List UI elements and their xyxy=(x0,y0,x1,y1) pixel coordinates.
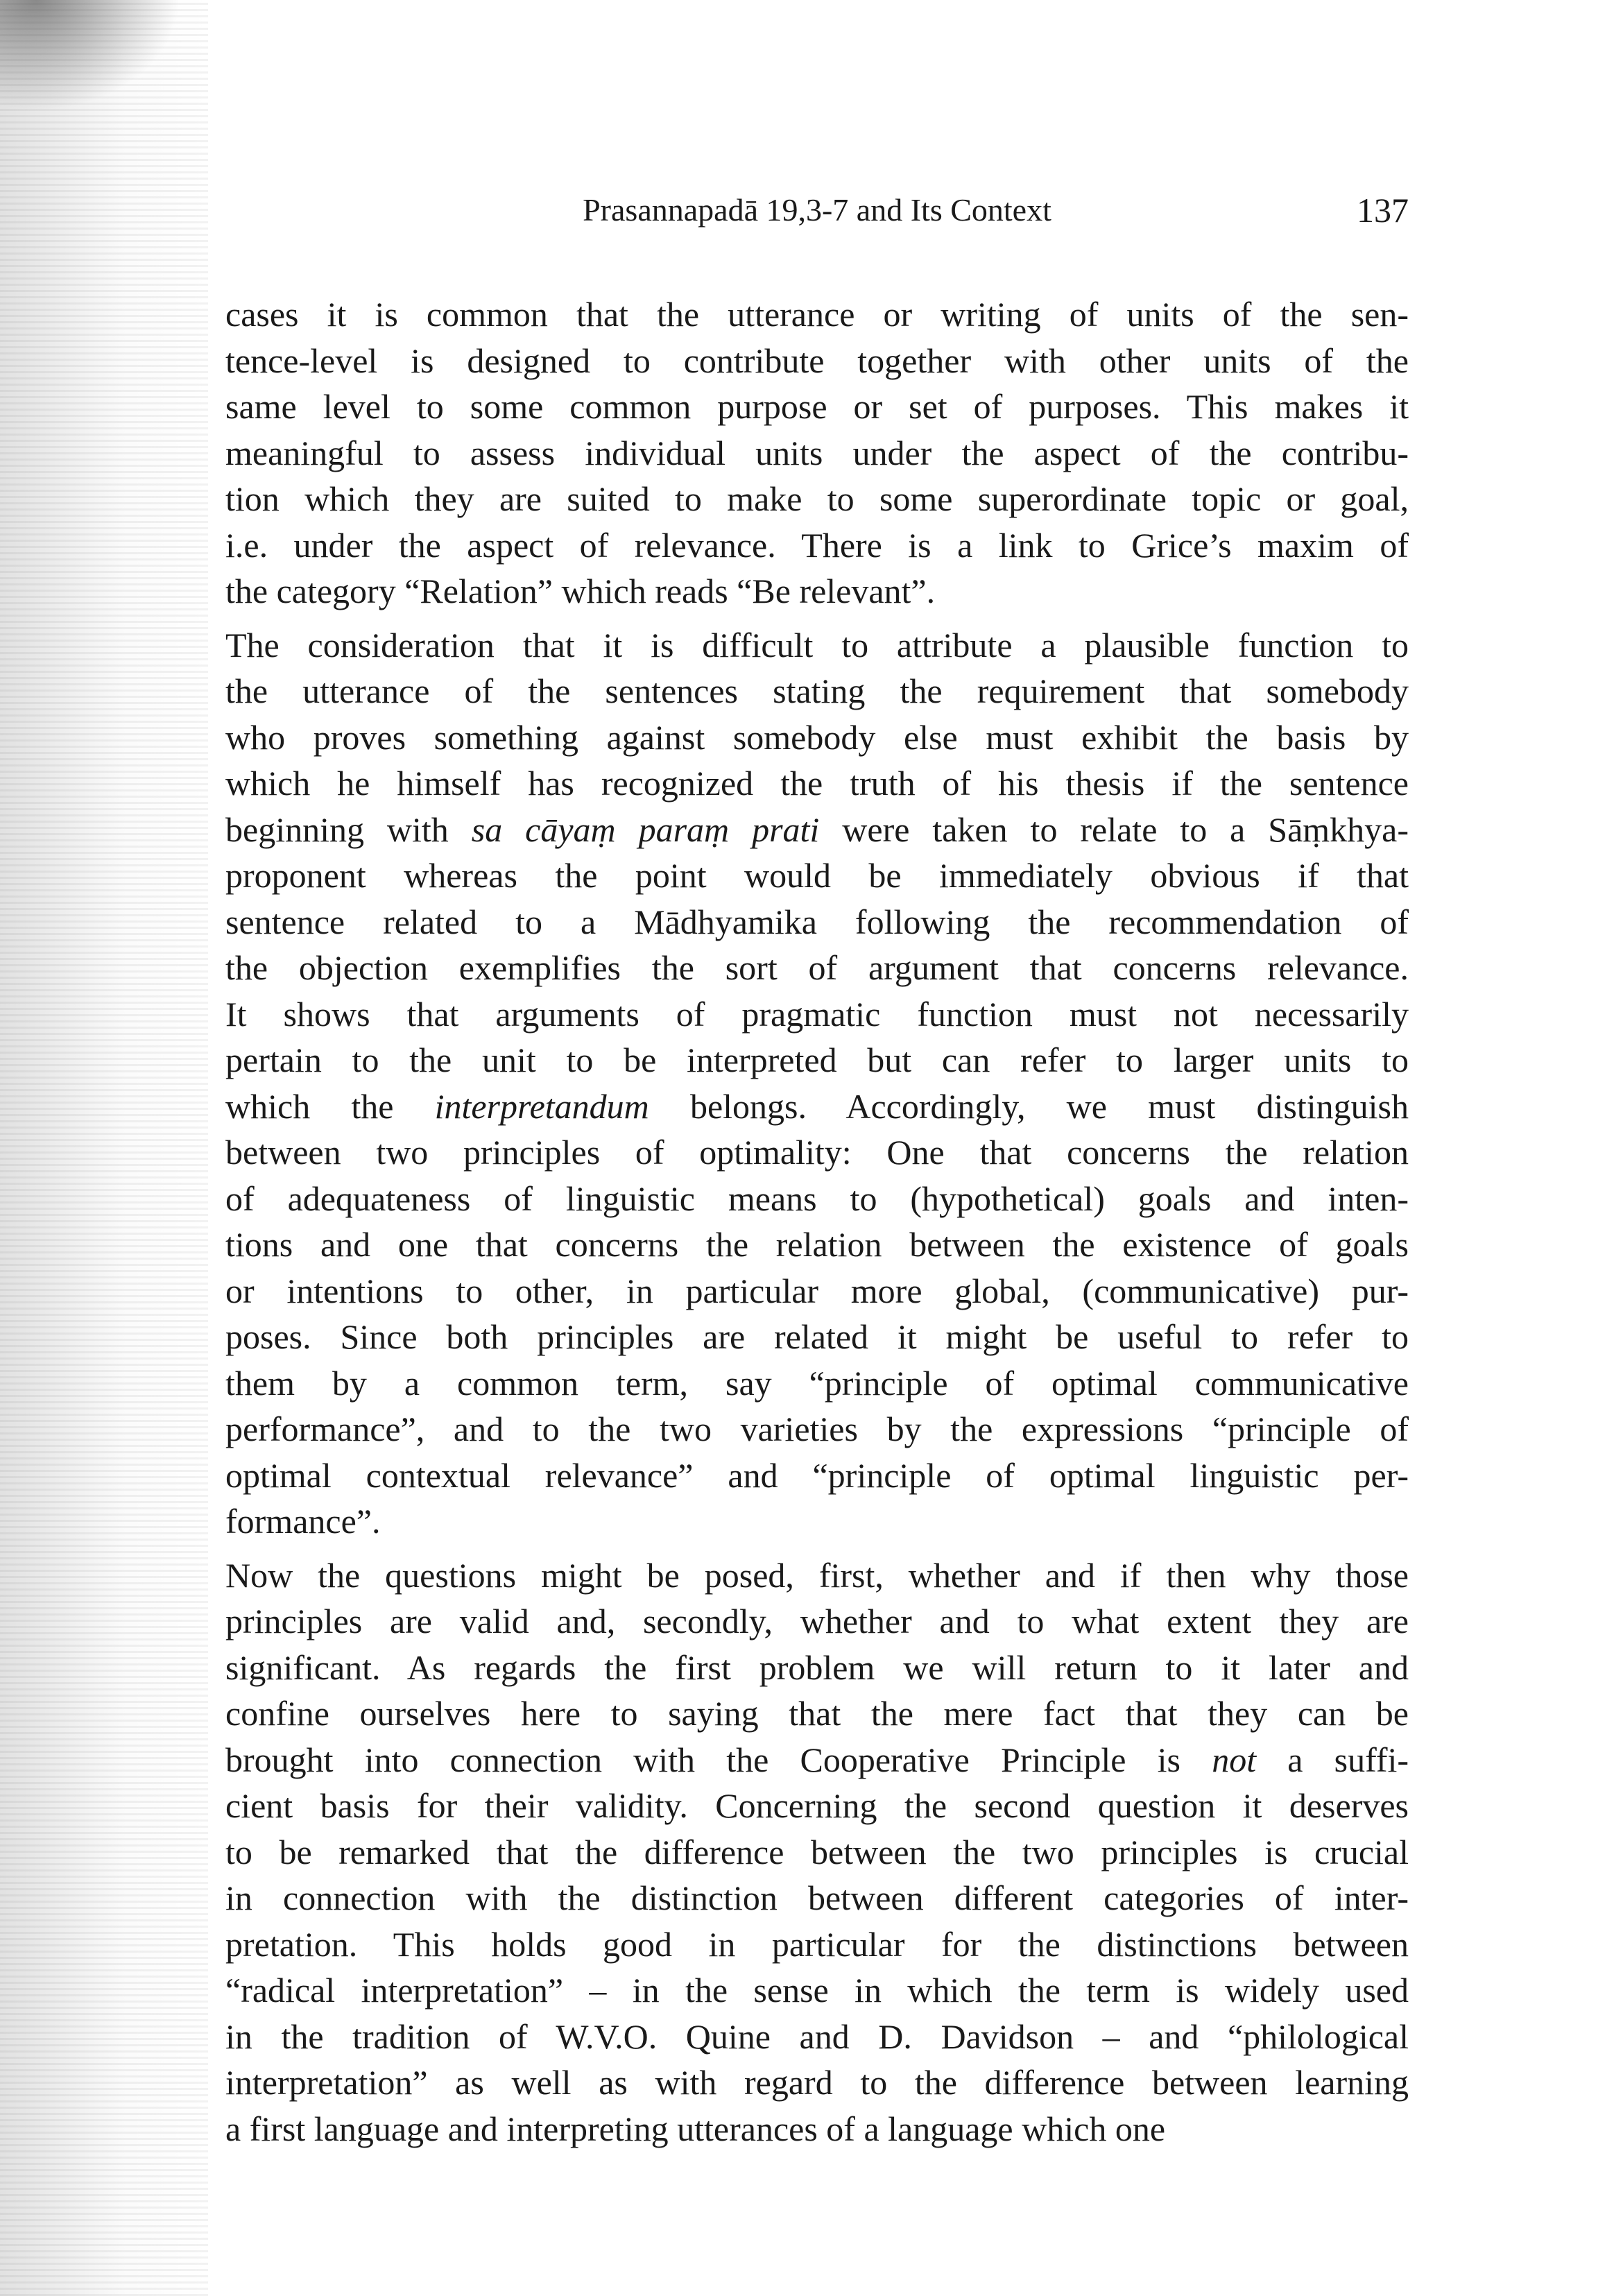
text-line xyxy=(225,2014,1409,2060)
text-line xyxy=(225,1314,1409,1360)
text-run: the category “Relation” which reads “Be relevant”. xyxy=(225,572,936,610)
text-line xyxy=(225,1783,1409,1829)
text-line xyxy=(225,384,1409,430)
text-line xyxy=(225,1552,1409,1599)
text-run: poses. Since both principles are related it might be useful to refer to xyxy=(225,1317,1409,1356)
text-line xyxy=(225,1360,1409,1407)
text-line xyxy=(225,1406,1409,1453)
body-text xyxy=(225,291,1409,2159)
text-run: cient basis for their validity. Concerning the second question it deserves xyxy=(225,1786,1409,1825)
scan-corner-shadow xyxy=(0,0,180,111)
text-run: principles are valid and, secondly, whether and to what extent they are xyxy=(225,1602,1409,1640)
text-line xyxy=(225,760,1409,807)
text-run: or intentions to other, in particular more global, (communicative) pur- xyxy=(225,1271,1409,1310)
text-run: were taken to relate to a Sāṃkhya- xyxy=(819,809,1409,849)
text-run: same level to some common purpose or set of purposes. This makes it xyxy=(225,387,1409,426)
text-run: sentence related to a Mādhyamika following the recommendation of xyxy=(225,902,1409,941)
text-line xyxy=(225,1222,1409,1268)
text-line xyxy=(225,1690,1409,1737)
text-run: tions and one that concerns the relation between the existence of goals xyxy=(225,1225,1409,1264)
text-line xyxy=(225,338,1409,384)
text-line xyxy=(225,291,1409,338)
text-run: performance”, and to the two varieties by the expressions “principle of xyxy=(225,1410,1409,1448)
text-line xyxy=(225,1176,1409,1222)
text-run: cases it is common that the utterance or writing of units of the sen- xyxy=(225,295,1409,334)
text-run: pertain to the unit to be interpreted but can refer to larger units to xyxy=(225,1040,1409,1079)
text-run: tion which they are suited to make to some superordinate topic or goal, xyxy=(225,479,1409,518)
text-run: a suffi- xyxy=(1256,1740,1409,1779)
text-line xyxy=(225,807,1409,853)
text-line xyxy=(225,622,1409,669)
text-run: to be remarked that the difference between the two principles is crucial xyxy=(225,1832,1409,1871)
text-run: beginning with xyxy=(225,809,472,849)
text-line xyxy=(225,476,1409,522)
text-run: significant. As regards the first problem we will return to it later and xyxy=(225,1647,1409,1687)
text-run: formance”. xyxy=(225,1502,381,1541)
text-run: meaningful to assess individual units under the aspect of the contribu- xyxy=(225,433,1409,472)
text-run: optimal contextual relevance” and “principle of optimal linguistic per- xyxy=(225,1455,1409,1495)
text-line xyxy=(225,1875,1409,1921)
text-run: tence-level is designed to contribute together with other units of the xyxy=(225,341,1409,380)
text-run: of adequateness of linguistic means to (hypothetical) goals and inten- xyxy=(225,1179,1409,1218)
text-run: in connection with the distinction between different categories of inter- xyxy=(225,1878,1409,1917)
text-line xyxy=(225,1083,1409,1130)
page-header xyxy=(225,187,1409,233)
text-line xyxy=(225,522,1409,569)
text-run: the utterance of the sentences stating the requirement that somebody xyxy=(225,671,1409,710)
running-title: Prasannapadā 19,3-7 and Its Context xyxy=(583,192,1051,228)
text-run: i.e. under the aspect of relevance. There is a link to Grice’s maxim of xyxy=(225,525,1409,565)
text-line xyxy=(225,1645,1409,1691)
text-line xyxy=(225,1598,1409,1645)
text-run: confine ourselves here to saying that the mere fact that they can be xyxy=(225,1694,1409,1733)
text-run: pretation. This holds good in particular for the distinctions between xyxy=(225,1924,1409,1964)
text-run: between two principles of optimality: One that concerns the relation xyxy=(225,1133,1409,1172)
paragraph xyxy=(225,1552,1409,2152)
page-number: 137 xyxy=(1357,191,1409,230)
text-line xyxy=(225,945,1409,991)
paragraph xyxy=(225,291,1409,615)
text-run: belongs. Accordingly, we must distinguish xyxy=(649,1086,1409,1126)
italic-text: interpretandum xyxy=(434,1086,649,1126)
text-run: in the tradition of W.V.O. Quine and D. Davidson – and “philological xyxy=(225,2016,1409,2056)
text-line xyxy=(225,1037,1409,1083)
text-line xyxy=(225,1921,1409,1968)
text-line xyxy=(225,991,1409,1038)
text-line xyxy=(225,2059,1409,2106)
scan-edge-noise xyxy=(0,0,208,2296)
text-line xyxy=(225,1498,1409,1545)
text-run: which the xyxy=(225,1086,435,1126)
text-run: Now the questions might be posed, first, whether and if then why those xyxy=(225,1555,1409,1595)
text-line xyxy=(225,1829,1409,1876)
text-run: It shows that arguments of pragmatic function must not necessarily xyxy=(225,994,1409,1034)
text-line xyxy=(225,2106,1409,2152)
text-run: which he himself has recognized the truth of his thesis if the sentence xyxy=(225,764,1409,803)
text-line xyxy=(225,1129,1409,1176)
text-line xyxy=(225,668,1409,714)
text-run: The consideration that it is difficult to attribute a plausible function to xyxy=(225,625,1409,665)
text-run: “radical interpretation” – in the sense in which the term is widely used xyxy=(225,1971,1409,2010)
text-line xyxy=(225,714,1409,761)
text-line xyxy=(225,1268,1409,1314)
italic-text: not xyxy=(1212,1740,1257,1779)
text-run: brought into connection with the Cooperative Principle is xyxy=(225,1740,1212,1779)
text-run: interpretation” as well as with regard to the difference between learning xyxy=(225,2063,1409,2102)
text-line xyxy=(225,430,1409,477)
text-run: a first language and interpreting utterances of a language which one xyxy=(225,2109,1166,2148)
text-line xyxy=(225,568,1409,615)
text-line xyxy=(225,1737,1409,1783)
text-line xyxy=(225,899,1409,945)
text-run: them by a common term, say “principle of optimal communicative xyxy=(225,1363,1409,1403)
text-run: proponent whereas the point would be immediately obvious if that xyxy=(225,856,1409,895)
italic-text: sa cāyaṃ paraṃ prati xyxy=(471,809,820,849)
text-run: the objection exemplifies the sort of argument that concerns relevance. xyxy=(225,948,1409,987)
text-line xyxy=(225,1967,1409,2014)
paragraph xyxy=(225,622,1409,1545)
text-line xyxy=(225,1453,1409,1499)
text-run: who proves something against somebody else must exhibit the basis by xyxy=(225,717,1409,757)
text-line xyxy=(225,853,1409,899)
